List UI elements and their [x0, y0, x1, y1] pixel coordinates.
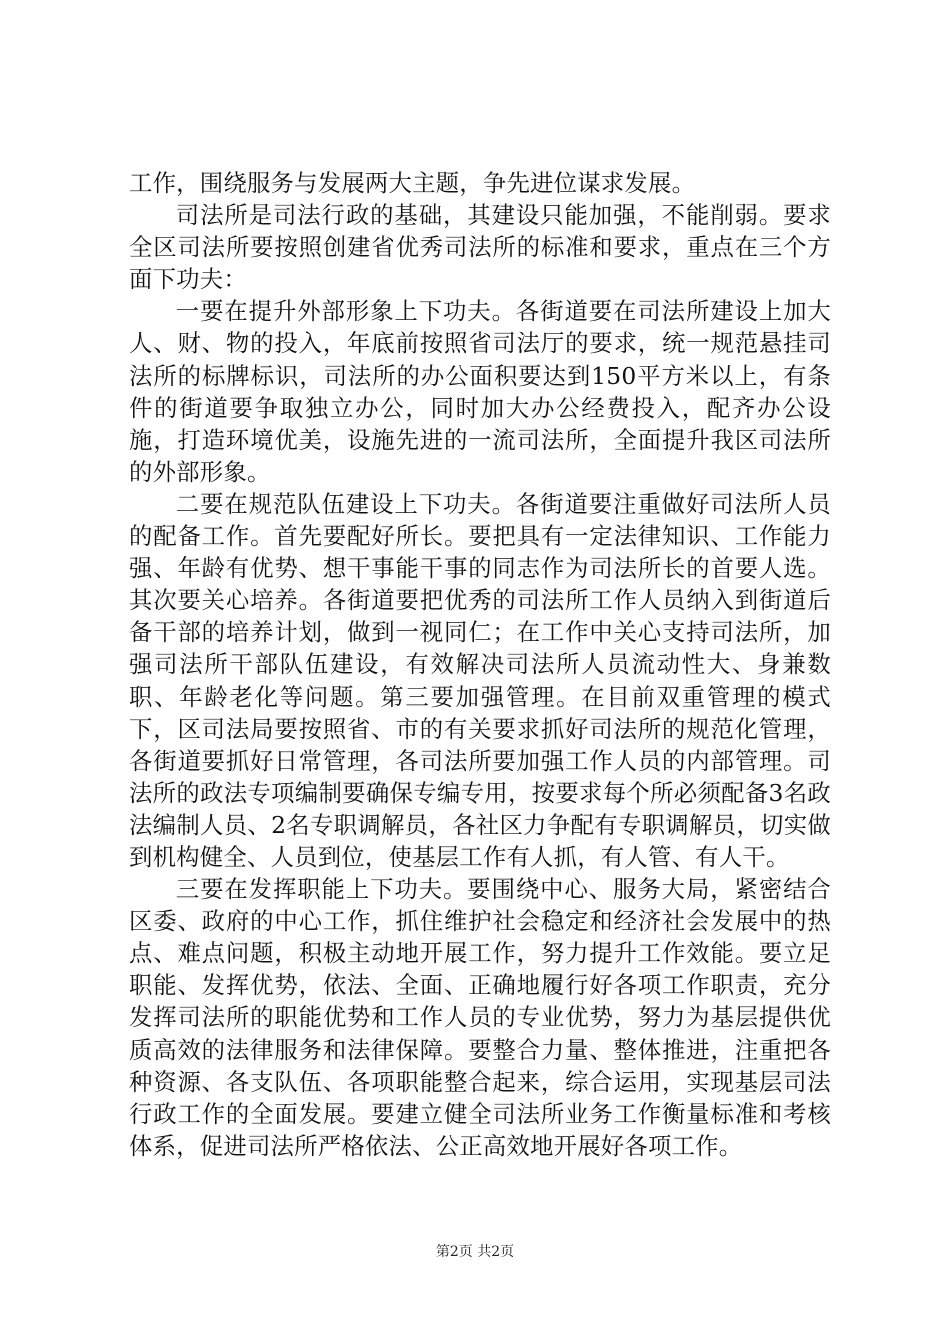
- paragraph-intro: 司法所是司法行政的基础，其建设只能加强，不能削弱。要求全区司法所要按照创建省优秀司法所的标准和要求，重点在三个方面下功夫：: [129, 201, 831, 294]
- document-body: [129, 167, 831, 1162]
- paragraph-point-one: 一要在提升外部形象上下功夫。各街道要在司法所建设上加大人、财、物的投入，年底前按照省司法厅的要求，统一规范悬挂司法所的标牌标识，司法所的办公面积要达到150平方米以上，有条件的街道要争取独立办公，同时加大办公经费投入，配齐办公设施，打造环境优美，设施先进的一流司法所，全面提升我区司法所的外部形象。: [129, 297, 831, 486]
- paragraph-continuation: 工作，围绕服务与发展两大主题，争先进位谋求发展。: [129, 169, 696, 197]
- paragraph-point-two: 二要在规范队伍建设上下功夫。各街道要注重做好司法所人员的配备工作。首先要配好所长。要把具有一定法律知识、工作能力强、年龄有优势、想干事能干事的同志作为司法所长的首要人选。其次要关心培养。各街道要把优秀的司法所工作人员纳入到街道后备干部的培养计划，做到一视同仁；在工作中关心支持司法所，加强司法所干部队伍建设，有效解决司法所人员流动性大、身兼数职、年龄老化等问题。第三要加强管理。在目前双重管理的模式下，区司法局要按照省、市的有关要求抓好司法所的规范化管理，各街道要抓好日常管理，各司法所要加强工作人员的内部管理。司法所的政法专项编制要确保专编专用，按要求每个所必须配备3名政法编制人员、2名专职调解员，各社区力争配有专职调解员，切实做到机构健全、人员到位，使基层工作有人抓，有人管、有人干。: [129, 489, 831, 871]
- page-footer: 第2页 共2页: [435, 1244, 515, 1260]
- paragraph-point-three: 三要在发挥职能上下功夫。要围绕中心、服务大局，紧密结合区委、政府的中心工作，抓住维护社会稳定和经济社会发展中的热点、难点问题，积极主动地开展工作，努力提升工作效能。要立足职能、发挥优势，依法、全面、正确地履行好各项工作职责，充分发挥司法所的职能优势和工作人员的专业优势，努力为基层提供优质高效的法律服务和法律保障。要整合力量、整体推进，注重把各种资源、各支队伍、各项职能整合起来，综合运用，实现基层司法行政工作的全面发展。要建立健全司法所业务工作衡量标准和考核体系，促进司法所严格依法、公正高效地开展好各项工作。: [129, 875, 831, 1160]
